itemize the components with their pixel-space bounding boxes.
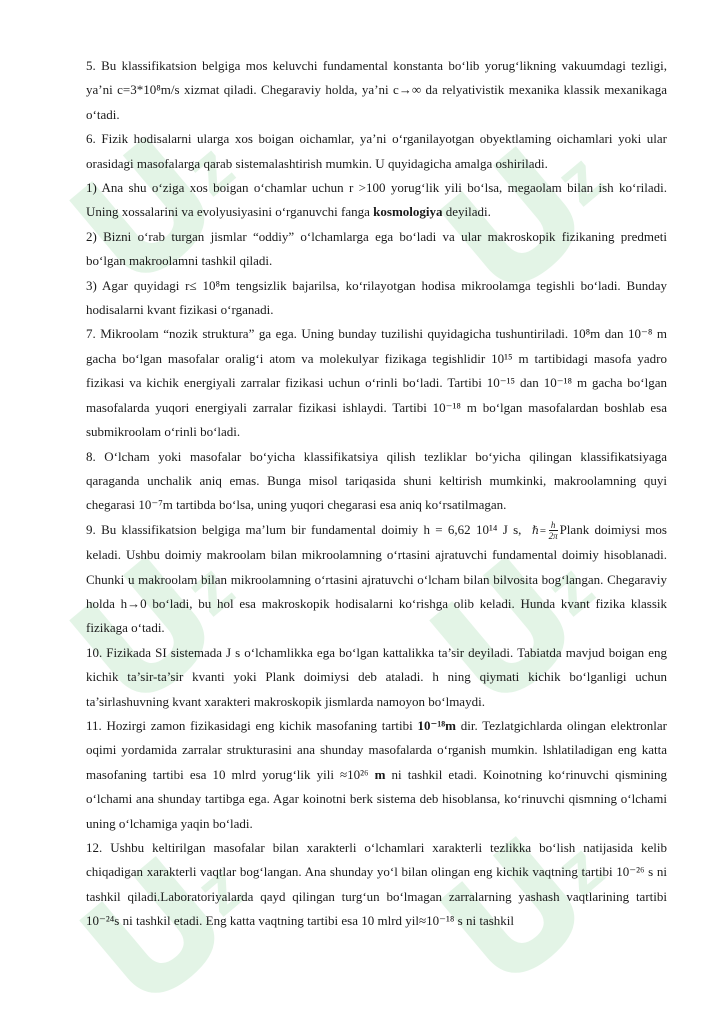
paragraph-12: 12. Ushbu keltirilgan masofalar bilan xarakterli o‘lchamlari xarakterli tezlikka bo‘lish natijasida kelib chiqadigan xarakterli vaqtlar bog‘langan. Ana shunday yo‘l bilan olingan eng kichik vaqtning tartibi 10⁻²⁶ s ni tashkil qiladi.Laboratoriyalarda qayd qilingan turg‘un bo‘lmagan zarralarning yashash vaqtlarining tartibi 10⁻²⁴s ni tashkil etadi. Eng katta vaqtning tartibi esa 10 mlrd yil≈10⁻¹⁸ s ni tashkil [86, 840, 667, 929]
fraction-numerator: h [549, 520, 558, 531]
paragraph-5: 5. Bu klassifikatsion belgiga mos keluvchi fundamental konstanta bo‘lib yorug‘likning vakuumdagi tezligi, ya’ni c=3*10⁸m/s xizmat qiladi. Chegaraviy holda, ya’ni c→∞ da relyativistik mexanika klassik mexanikaga o‘tadi. [86, 58, 667, 122]
paragraph-7: 7. Mikroolam “nozik struktura” ga ega. Uning bunday tuzilishi quyidagicha tushuntiriladi. 10⁸m dan 10⁻⁸ m gacha bo‘lgan masofalar oralig‘i atom va molekulyar fizikaga tegishlidir 10¹⁵ m tartibidagi masofa yadro fizikasi va kichik energiyali zarralar fizikasi uchun o‘rinli bo‘ladi. Tartibi 10⁻¹⁵ dan 10⁻¹⁸ m gacha bo‘lgan masofalarda yuqori energiyali zarralar fizikasi ishlaydi. Tartibi 10⁻¹⁸ m bo‘lgan masofalardan boshlab esa submikroolam o‘rinli bo‘ladi. [86, 326, 667, 440]
paragraph-6-1-text: 1) Ana shu o‘ziga xos boigan o‘chamlar uchun r >100 yorug‘lik yili bo‘lsa, megaolam bilan ish ko‘riladi. Uning xossalarini va evolyusiyasini o‘rganuvchi fanga [86, 180, 667, 220]
svg-text:z: z [540, 827, 618, 911]
paragraph-6-1-tail: deyiladi. [442, 204, 491, 220]
paragraph-11-tail: ni tashkil etadi. Koinotning ko‘rinuvchi qismining o‘lchami ana shunday tartibga ega. Agar koinotni berk sistema deb hisoblansa, ko‘rinuvchi qismning o‘lchami uning o‘lchamiga yaqin bo‘ladi. [86, 766, 668, 831]
svg-text:z: z [170, 547, 248, 631]
hbar-symbol: ℏ= [532, 524, 547, 537]
paragraph-6-3: 3) Agar quyidagi r≤ 10⁸m tengsizlik bajarilsa, ko‘rilayotgan hodisa mikroolamga tegishli bo‘ladi. Bunday hodisalarni kvant fizikasi o‘rganadi. [86, 277, 667, 318]
fraction-denominator: 2π [548, 531, 558, 542]
svg-text:z: z [170, 127, 248, 211]
planck-fraction [549, 520, 558, 541]
document-page [86, 54, 667, 934]
smallest-distance: 10⁻¹⁸m [417, 717, 457, 733]
paragraph-11-middle: dir. Tezlatgichlarda olingan elektronlar oqimi yordamida zarralar strukturasini ana shunday masofalarda o‘rganish mumkin. lshlatiladigan eng katta masofaning tartibi esa 10 mlrd yorug‘lik yili ≈10²⁶ [86, 717, 667, 782]
svg-text:z: z [540, 137, 618, 221]
paragraph-10: 10. Fizikada SI sistemada J s o‘lchamlikka ega bo‘lgan kattalikka ta’sir deyiladi. Tabiatda mavjud boigan eng kichik ta’sir-ta’sir kvanti yoki Plank doimiysi deb ataladi. h ning qiymati kichik bo‘lganligi uchun ta’sirlashuvning kvant xarakteri makroskopik jismlarda namoyon bo‘lmaydi. [86, 644, 667, 709]
kosmologiya-term: kosmologiya [373, 204, 443, 220]
paragraph-9 [86, 518, 667, 641]
svg-text:z: z [530, 547, 608, 631]
paragraph-9-tail: Plank doimiysi mos keladi. Ushbu doimiy makroolam bilan mikroolamning o‘rtasini ajratuvchi fundamental doimiy hisoblanadi. Chunki u makroolam bilan mikroolamning o‘rtasini ajratuvchi o‘lcham bilan bilvosita bog‘langan. Chegaraviy holda h→0 bo‘ladi, bu hol esa makroskopik hodisalarni ko‘rishga olib keladi. Hunda kvant fizika klassik fizikaga o‘tadi. [86, 521, 667, 636]
paragraph-6-1 [86, 176, 667, 225]
meter-unit: m [374, 766, 386, 782]
paragraph-11 [86, 714, 667, 836]
paragraph-11-text: 11. Hozirgi zamon fizikasidagi eng kichik masofaning tartibi [86, 717, 418, 733]
paragraph-6-2: 2) Bizni o‘rab turgan jismlar “oddiy” o‘lchamlarga ega bo‘ladi va ular makroskopik fizikaning predmeti bo‘lgan makroolamni tashkil qiladi. [86, 228, 667, 269]
svg-text:z: z [180, 847, 258, 931]
paragraph-9-text: 9. Bu klassifikatsion belgiga ma’lum bir fundamental doimiy h = 6,62 10¹⁴ J s, [86, 521, 522, 537]
paragraph-6: 6. Fizik hodisalarni ularga xos boigan oichamlar, ya’ni o‘rganilayotgan obyektlaming oichamlari yoki ular orasidagi masofalarga qarab sistemalashtirish mumkin. U quyidagicha amalga oshiriladi. [86, 131, 667, 171]
paragraph-8: 8. O‘lcham yoki masofalar bo‘yicha klassifikatsiya qilish tezliklar bo‘yicha qilingan klassifikatsiyaga qaraganda unchalik aniq emas. Bunga misol tariqasida shuni keltirish mumkinki, makroolamning quyi chegarasi 10⁻⁷m tartibda bo‘lsa, uning yuqori chegarasi esa aniq ko‘rsatilmagan. [86, 448, 667, 513]
